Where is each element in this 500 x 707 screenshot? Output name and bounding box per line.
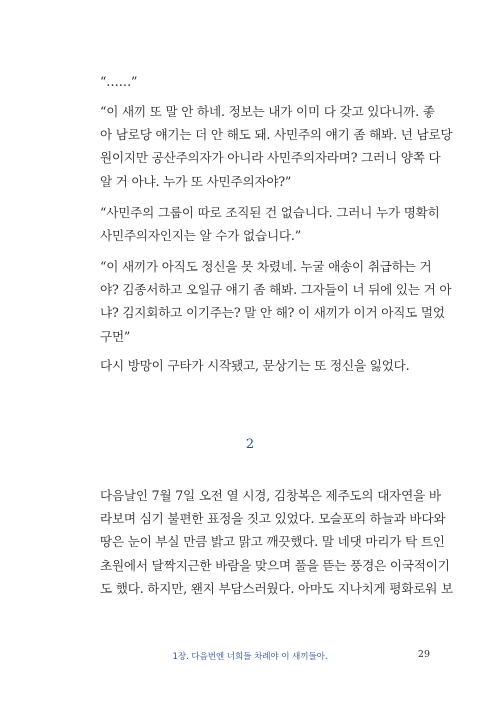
text-line: “이 새끼 또 말 안 하네. 정보는 내가 이미 다 갖고 있다니까. 좋 xyxy=(100,104,435,119)
text-line: 다음날인 7월 7일 오전 열 시경, 김창복은 제주도의 대자연을 바 xyxy=(100,488,441,503)
text-line: 초원에서 달짝지근한 바람을 맞으며 풀을 뜯는 풍경은 이국적이기 xyxy=(100,557,450,573)
page-number: 29 xyxy=(417,649,430,660)
text-line: “이 새끼가 아직도 정신을 못 차렸네. 누굴 애송이 취급하는 거 xyxy=(100,259,432,274)
text-line: 야? 김종서하고 오일규 얘기 좀 해봐. 그자들이 너 뒤에 있는 거 아 xyxy=(100,282,452,298)
running-footer-chapter-title: 1장. 다음번엔 너희들 차례야 이 새끼들아. xyxy=(172,652,328,662)
text-line: 알 거 아냐. 누가 또 사민주의자야?” xyxy=(100,173,292,189)
text-line: 구먼” xyxy=(100,328,131,344)
text-line: 다시 방망이 구타가 시작됐고, 문상기는 또 정신을 잃었다. xyxy=(100,358,410,373)
paragraph-5 xyxy=(88,354,428,377)
paragraph-6 xyxy=(88,484,453,600)
text-line: “사민주의 그룹이 따로 조직된 건 없습니다. 그러니 누가 명확히 xyxy=(100,205,440,220)
text-line: 땅은 눈이 부실 만큼 밝고 맑고 깨끗했다. 말 네댓 마리가 탁 트인 xyxy=(100,534,445,550)
text-line: 원이지만 공산주의자가 아니라 사민주의자라며? 그러니 양쪽 다 xyxy=(100,150,441,166)
section-number: 2 xyxy=(245,437,255,452)
text-line: 냐? 김지회하고 이기주는? 말 안 해? 이 새끼가 이거 아직도 멀었 xyxy=(100,305,445,321)
text-line: 사민주의자인지는 알 수가 없습니다.” xyxy=(100,228,301,244)
text-line: 도 했다. 하지만, 왠지 부담스러웠다. 아마도 지나치게 평화로워 보 xyxy=(100,580,453,596)
paragraph-3 xyxy=(88,201,440,247)
paragraph-2 xyxy=(88,100,453,193)
text-line: “……” xyxy=(100,74,138,89)
text-line: 라보며 심기 불편한 표정을 짓고 있었다. 모슬포의 하늘과 바다와 xyxy=(100,511,446,527)
paragraph-1 xyxy=(88,70,428,93)
text-line: 아 남로당 얘기는 더 안 해도 돼. 사민주의 얘기 좀 해봐. 넌 남로당 xyxy=(100,127,453,143)
paragraph-4 xyxy=(88,255,452,348)
